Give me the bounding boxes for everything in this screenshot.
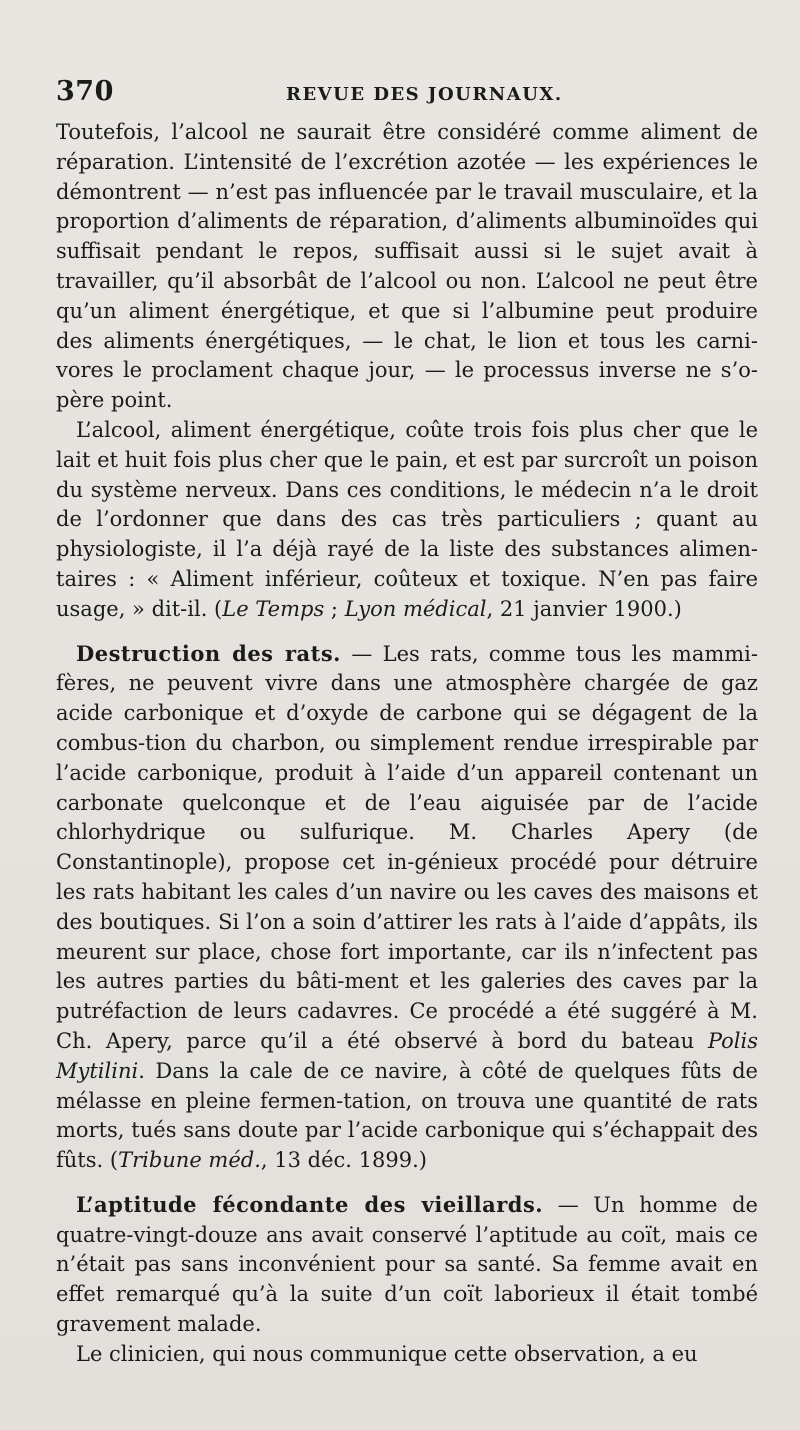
paragraph-clinicien: Le clinicien, qui nous communique cette observation, a eu	[76, 1341, 698, 1366]
page-number: 370	[56, 76, 114, 107]
paragraph-alcool-reparation: Toutefois, l’alcool ne saurait être considéré comme aliment de réparation. L’intensité de l’excrétion azotée — les expériences le démontrent — n’est pas influencée par le travail musculaire, et la proportion d’aliments de réparation, d’aliments albuminoïdes qui suffisait pendant le repos, suffisait aussi si le sujet avait à travailler, qu’il absorbât de l’alcool ou non. L’alcool ne peut être qu’un aliment énergétique, et que si l’albumine peut produire des aliments énergétiques, — le chat, le lion et tous les carni-vores le proclament chaque jour, — le processus inverse ne s’o-père point.	[56, 120, 758, 413]
page-header	[56, 76, 756, 110]
ship-name: Polis Mytilini	[56, 1028, 758, 1083]
source-tribune-med: Tribune méd.	[118, 1148, 261, 1173]
source-date: , 13 déc. 1899.)	[260, 1148, 427, 1173]
source-le-temps: Le Temps	[222, 596, 325, 621]
source-lyon-medical: Lyon médical	[344, 596, 487, 621]
paragraph-text: — Les rats, comme tous les mammi-fères, ne peuvent vivre dans une atmosphère chargée de gaz acide carbonique et d’oxyde de carbone qui se dégagent de la combus-tion du charbon, ou simplement rendue irrespirable par l’acide carbonique, produit à l’aide d’un appareil contenant un carbonate quelconque et de l’eau aiguisée par de l’acide chlorhydrique ou sulfurique. M. Charles Apery (de Constantinople), propose cet in-génieux procédé pour détruire les rats habitant les cales d’un navire ou les caves des maisons et des boutiques. Si l’on a soin d’attirer les rats à l’aide d’appâts, ils meurent sur place, chose fort importante, car ils n’infectent pas les autres parties du bâti-ment et les galeries des caves par la putréfaction de leurs cadavres. Ce procédé a été suggéré à M. Ch. Apery, parce qu’il a été observé à bord du bateau	[56, 641, 758, 1053]
paragraph-text: L’alcool, aliment énergétique, coûte trois fois plus cher que le lait et huit fois plus cher que le pain, et est par surcroît un poison du système nerveux. Dans ces conditions, le médecin n’a le droit de l’ordonner que dans des cas très particuliers ; quant au physiologiste, il l’a déjà rayé de la liste des substances alimen-taires : « Aliment inférieur, coûteux et toxique. N’en pas faire usage, » dit-il. (	[56, 417, 758, 621]
paragraph-text: — Un homme de quatre-vingt-douze ans avait conservé l’aptitude au coït, mais ce n’était pas sans inconvénient pour sa santé. Sa femme avait en effet remarqué qu’à la suite d’un coït laborieux il était tombé gravement malade.	[56, 1192, 758, 1337]
section-title: Destruction des rats.	[76, 640, 341, 666]
paragraph-text: . Dans la cale de ce navire, à côté de quelques fûts de mélasse en pleine fermen-tation, on trouva une quantité de rats morts, tués sans doute par l’acide carbonique qui s’échappait des fûts. (	[56, 1058, 758, 1173]
paragraph-alcool-energetique	[56, 416, 758, 625]
article-body	[56, 118, 758, 1370]
section-aptitude-vieillards	[56, 1190, 758, 1340]
section-title: L’aptitude fécondante des vieillards.	[76, 1191, 544, 1217]
running-head: REVUE DES JOURNAUX.	[286, 84, 563, 105]
source-separator: ;	[324, 596, 345, 621]
section-destruction-rats	[56, 639, 758, 1176]
source-date: , 21 janvier 1900.)	[486, 596, 682, 621]
